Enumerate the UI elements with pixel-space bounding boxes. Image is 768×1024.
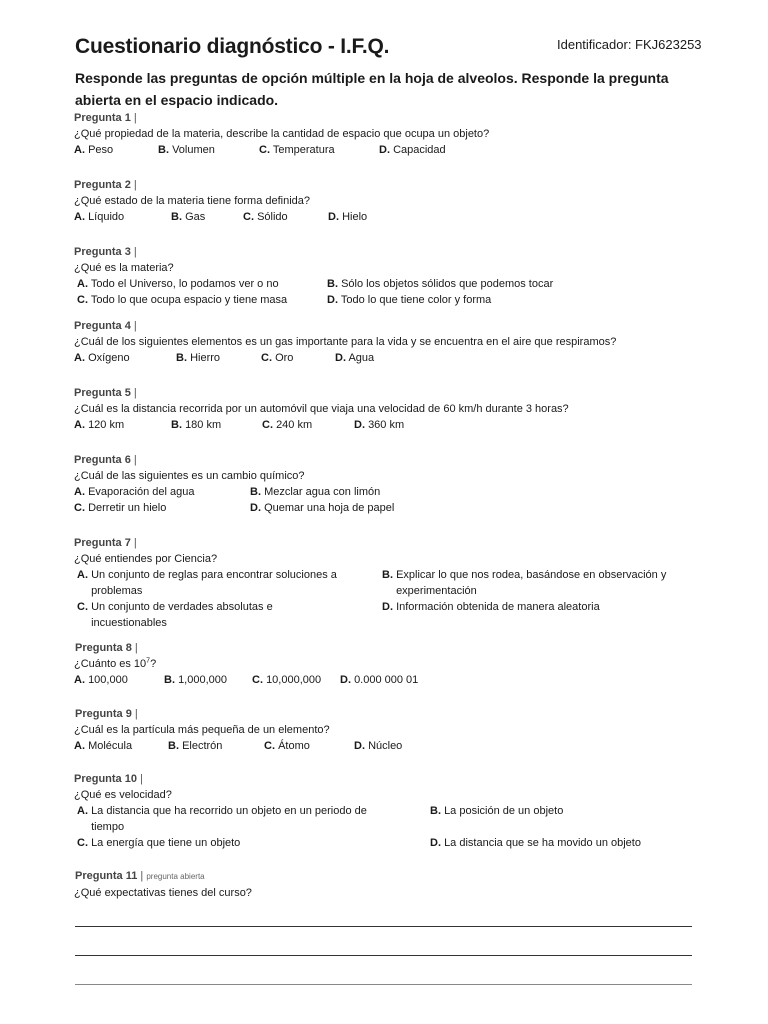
- question-label: Pregunta 2: [74, 179, 131, 191]
- answer-line-3[interactable]: [75, 984, 692, 985]
- question-label: Pregunta 10: [74, 773, 137, 785]
- option-c: C. 240 km: [262, 419, 313, 431]
- option-b: B. Gas: [171, 211, 206, 223]
- option-a: A. Molécula: [74, 740, 133, 752]
- option-b: B. Hierro: [176, 352, 221, 364]
- question-label: Pregunta 3: [74, 246, 131, 258]
- question-text: ¿Cuál de los siguientes elementos es un gas importante para la vida y se encuentra en el aire que respiramos?: [74, 336, 617, 348]
- question-label: Pregunta 6: [74, 454, 131, 466]
- option-c: C. Temperatura: [259, 144, 335, 156]
- option-c: C. Oro: [261, 352, 294, 364]
- option-d: D. Todo lo que tiene color y forma: [327, 294, 492, 306]
- options: [74, 803, 714, 835]
- option-a: A. Líquido: [74, 211, 125, 223]
- identifier: Identificador: FKJ623253: [557, 37, 702, 52]
- question-text: ¿Qué entiendes por Ciencia?: [74, 553, 218, 565]
- option-a: A. Un conjunto de reglas para encontrar soluciones a problemas: [77, 569, 337, 597]
- question-label: Pregunta 1: [74, 112, 131, 124]
- option-c: C. Un conjunto de verdades absolutas e incuestionables: [77, 601, 273, 629]
- question-3: Pregunta 3 | ¿Qué es la materia? A. Todo el Universo, lo podamos ver o no B. Sólo los objetos sólidos que podemos tocar C. Todo lo que ocupa espacio y tiene masa D. Todo lo que tiene color y forma: [74, 244, 714, 308]
- question-text: ¿Qué propiedad de la materia, describe la cantidad de espacio que ocupa un objeto?: [74, 128, 490, 140]
- answer-line-2[interactable]: [75, 955, 692, 956]
- option-d: D. Núcleo: [354, 740, 403, 752]
- question-text: ¿Qué es velocidad?: [74, 789, 172, 801]
- option-d: D. Hielo: [328, 211, 368, 223]
- option-d: D. 0.000 000 01: [340, 674, 419, 686]
- option-a: A. La distancia que ha recorrido un objeto en un periodo de tiempo: [77, 805, 367, 833]
- question-9: Pregunta 9 | ¿Cuál es la partícula más pequeña de un elemento? A. Molécula B. Electrón C. Átomo D. Núcleo: [74, 706, 714, 754]
- question-text: ¿Qué expectativas tienes del curso?: [74, 887, 252, 899]
- question-text: ¿Cuál de las siguientes es un cambio químico?: [74, 470, 305, 482]
- question-label: Pregunta 5: [74, 387, 131, 399]
- option-b: B. 180 km: [171, 419, 222, 431]
- option-c: C. La energía que tiene un objeto: [77, 837, 241, 849]
- options: [74, 738, 714, 754]
- page-title: Cuestionario diagnóstico - I.F.Q.: [75, 35, 390, 58]
- option-c: C. Átomo: [264, 740, 310, 752]
- options: [74, 292, 714, 308]
- question-text: ¿Cuánto es $10^7$?: [74, 657, 157, 670]
- options: [74, 276, 714, 292]
- question-10: Pregunta 10 | ¿Qué es velocidad? A. La distancia que ha recorrido un objeto en un periodo de tiempo B. La posición de un objeto C. La energía que tiene un objeto D. La distancia que se ha movido un objeto: [74, 771, 714, 851]
- option-b: B. Mezclar agua con limón: [250, 486, 381, 498]
- option-d: D. Quemar una hoja de papel: [250, 502, 395, 514]
- option-d: D. Agua: [335, 352, 375, 364]
- option-c: C. 10,000,000: [252, 674, 322, 686]
- answer-line-1[interactable]: [75, 926, 692, 927]
- option-a: A. Peso: [74, 144, 114, 156]
- option-b: B. Sólo los objetos sólidos que podemos tocar: [327, 278, 554, 290]
- option-d: D. Información obtenida de manera aleatoria: [382, 601, 600, 613]
- question-label: Pregunta 11: [75, 870, 138, 882]
- instructions: Responde las preguntas de opción múltiple en la hoja de alveolos. Responde la pregunta abierta en el espacio indicado.: [75, 70, 669, 108]
- option-a: A. Todo el Universo, lo podamos ver o no: [77, 278, 279, 290]
- question-text: ¿Cuál es la partícula más pequeña de un elemento?: [74, 724, 330, 736]
- question-11: Pregunta 11 | pregunta abierta ¿Qué expectativas tienes del curso?: [74, 868, 714, 901]
- question-label: Pregunta 4: [74, 320, 131, 332]
- question-8: Pregunta 8 | ¿Cuánto es $10^7$? A. 100,000 B. 1,000,000 C. 10,000,000 D. 0.000 000 01: [74, 640, 714, 688]
- option-b: B. La posición de un objeto: [430, 805, 564, 817]
- option-a: A. 100,000: [74, 674, 128, 686]
- question-2: Pregunta 2 | ¿Qué estado de la materia tiene forma definida? A. Líquido B. Gas C. Sólido D. Hielo: [74, 177, 714, 225]
- option-a: A. Oxígeno: [74, 352, 130, 364]
- options: [74, 484, 714, 500]
- question-6: Pregunta 6 | ¿Cuál de las siguientes es un cambio químico? A. Evaporación del agua B. Mezclar agua con limón C. Derretir un hielo D. Quemar una hoja de papel: [74, 452, 714, 516]
- option-c: C. Sólido: [243, 211, 288, 223]
- options: [74, 209, 714, 225]
- options: [74, 417, 714, 433]
- option-b: B. Volumen: [158, 144, 215, 156]
- options: [74, 142, 714, 158]
- option-a: A. Evaporación del agua: [74, 486, 195, 498]
- options: [74, 500, 714, 516]
- question-label: Pregunta 7: [74, 537, 131, 549]
- option-b: B. Electrón: [168, 740, 223, 752]
- question-text: ¿Cuál es la distancia recorrida por un automóvil que viaja una velocidad de 60 km/h durante 3 horas?: [74, 403, 569, 415]
- question-text: ¿Qué es la materia?: [74, 262, 174, 274]
- options: [74, 567, 714, 599]
- options: [74, 835, 714, 851]
- options: [74, 350, 714, 366]
- options: [74, 599, 714, 631]
- option-b: B. 1,000,000: [164, 674, 227, 686]
- question-7: Pregunta 7 | ¿Qué entiendes por Ciencia? A. Un conjunto de reglas para encontrar soluciones a problemas B. Explicar lo que nos rodea, basándose en observación y experimentación C. Un conjunto de verdades absolutas e incuestionables D. Información obtenida de manera aleatoria: [74, 535, 714, 631]
- option-a: A. 120 km: [74, 419, 125, 431]
- option-d: D. Capacidad: [379, 144, 446, 156]
- question-label: Pregunta 8: [75, 642, 132, 654]
- question-note: pregunta abierta: [146, 872, 205, 881]
- option-d: D. La distancia que se ha movido un objeto: [430, 837, 641, 849]
- question-text: ¿Qué estado de la materia tiene forma definida?: [74, 195, 311, 207]
- options: [74, 672, 714, 688]
- question-4: Pregunta 4 | ¿Cuál de los siguientes elementos es un gas importante para la vida y se encuentra en el aire que respiramos? A. Oxígeno B. Hierro C. Oro D. Agua: [74, 318, 714, 366]
- option-d: D. 360 km: [354, 419, 405, 431]
- option-c: C. Todo lo que ocupa espacio y tiene masa: [77, 294, 288, 306]
- question-5: Pregunta 5 | ¿Cuál es la distancia recorrida por un automóvil que viaja una velocidad de 60 km/h durante 3 horas? A. 120 km B. 180 km C. 240 km D. 360 km: [74, 385, 714, 433]
- option-b: B. Explicar lo que nos rodea, basándose en observación y experimentación: [382, 569, 667, 597]
- option-c: C. Derretir un hielo: [74, 502, 167, 514]
- question-label: Pregunta 9: [75, 708, 132, 720]
- question-1: Pregunta 1 | ¿Qué propiedad de la materia, describe la cantidad de espacio que ocupa un objeto? A. Peso B. Volumen C. Temperatura D. Capacidad: [74, 110, 714, 158]
